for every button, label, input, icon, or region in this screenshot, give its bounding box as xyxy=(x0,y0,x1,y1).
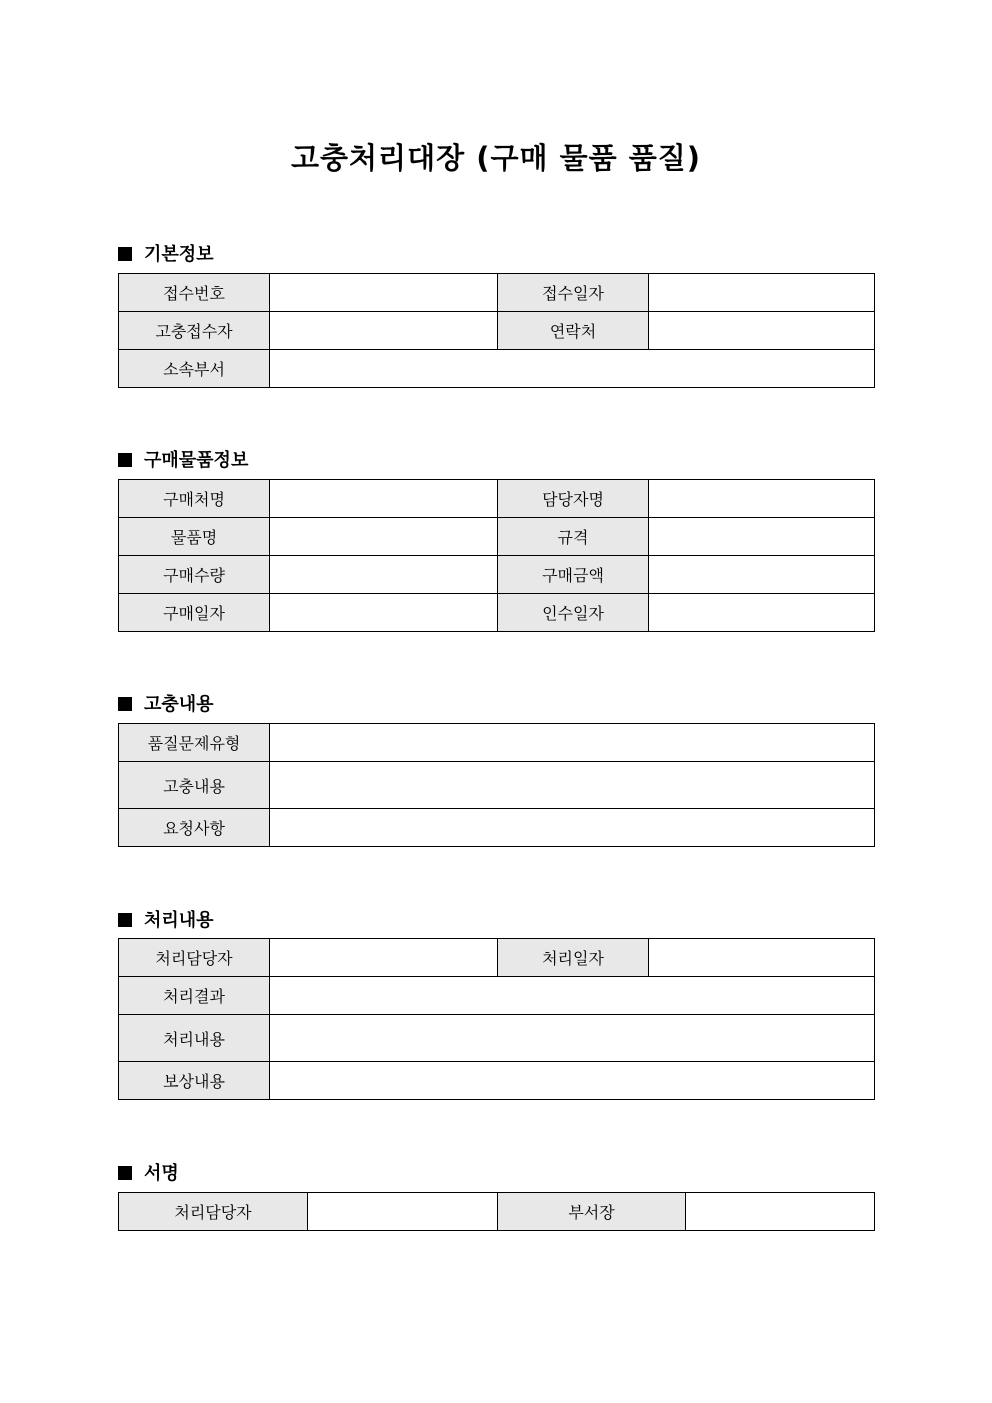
manager-field[interactable] xyxy=(649,480,875,518)
label: 품질문제유형 xyxy=(119,724,270,762)
item-name-field[interactable] xyxy=(270,518,498,556)
square-bullet-icon xyxy=(118,247,132,261)
issue-type-field[interactable] xyxy=(270,724,875,762)
handler-field[interactable] xyxy=(270,939,498,977)
vendor-field[interactable] xyxy=(270,480,498,518)
square-bullet-icon xyxy=(118,913,132,927)
label: 고충내용 xyxy=(119,762,270,809)
page-title: 고충처리대장 (구매 물품 품질) xyxy=(291,141,701,175)
label: 처리담당자 xyxy=(119,1193,308,1231)
label: 부서장 xyxy=(498,1193,686,1231)
label: 인수일자 xyxy=(498,594,649,632)
label: 소속부서 xyxy=(119,350,270,388)
purchase-date-field[interactable] xyxy=(270,594,498,632)
label: 연락처 xyxy=(498,312,649,350)
amount-field[interactable] xyxy=(649,556,875,594)
square-bullet-icon xyxy=(118,453,132,467)
label: 보상내용 xyxy=(119,1062,270,1100)
receipt-number-field[interactable] xyxy=(270,274,498,312)
receipt-date-field[interactable] xyxy=(649,274,875,312)
complaint-table xyxy=(118,723,875,847)
quantity-field[interactable] xyxy=(270,556,498,594)
heading-text: 고충내용 xyxy=(144,694,214,715)
label: 구매금액 xyxy=(498,556,649,594)
processing-table xyxy=(118,938,875,1100)
heading-text: 기본정보 xyxy=(144,244,214,265)
section-heading-processing xyxy=(118,906,214,932)
process-date-field[interactable] xyxy=(649,939,875,977)
basic-info-table xyxy=(118,273,875,388)
heading-text: 구매물품정보 xyxy=(144,450,249,471)
label: 처리결과 xyxy=(119,977,270,1015)
signature-table xyxy=(118,1192,875,1231)
section-heading-signature xyxy=(118,1159,179,1185)
handler-signature-field[interactable] xyxy=(308,1193,498,1231)
section-heading-complaint xyxy=(118,690,214,716)
label: 접수번호 xyxy=(119,274,270,312)
label: 구매처명 xyxy=(119,480,270,518)
label: 고충접수자 xyxy=(119,312,270,350)
receipt-date-field[interactable] xyxy=(649,594,875,632)
complaint-content-field[interactable] xyxy=(270,762,875,809)
label: 처리담당자 xyxy=(119,939,270,977)
heading-text: 처리내용 xyxy=(144,910,214,931)
request-field[interactable] xyxy=(270,809,875,847)
complainant-field[interactable] xyxy=(270,312,498,350)
label: 구매일자 xyxy=(119,594,270,632)
square-bullet-icon xyxy=(118,1166,132,1180)
label: 구매수량 xyxy=(119,556,270,594)
label: 규격 xyxy=(498,518,649,556)
label: 담당자명 xyxy=(498,480,649,518)
purchase-info-table xyxy=(118,479,875,632)
result-field[interactable] xyxy=(270,977,875,1015)
label: 처리내용 xyxy=(119,1015,270,1062)
head-signature-field[interactable] xyxy=(686,1193,875,1231)
label: 요청사항 xyxy=(119,809,270,847)
section-heading-purchase xyxy=(118,446,248,472)
spec-field[interactable] xyxy=(649,518,875,556)
label: 접수일자 xyxy=(498,274,649,312)
department-field[interactable] xyxy=(270,350,875,388)
label: 물품명 xyxy=(119,518,270,556)
process-content-field[interactable] xyxy=(270,1015,875,1062)
contact-field[interactable] xyxy=(649,312,875,350)
label: 처리일자 xyxy=(498,939,649,977)
section-heading-basic xyxy=(118,240,214,266)
square-bullet-icon xyxy=(118,697,132,711)
heading-text: 서명 xyxy=(144,1163,179,1184)
compensation-field[interactable] xyxy=(270,1062,875,1100)
